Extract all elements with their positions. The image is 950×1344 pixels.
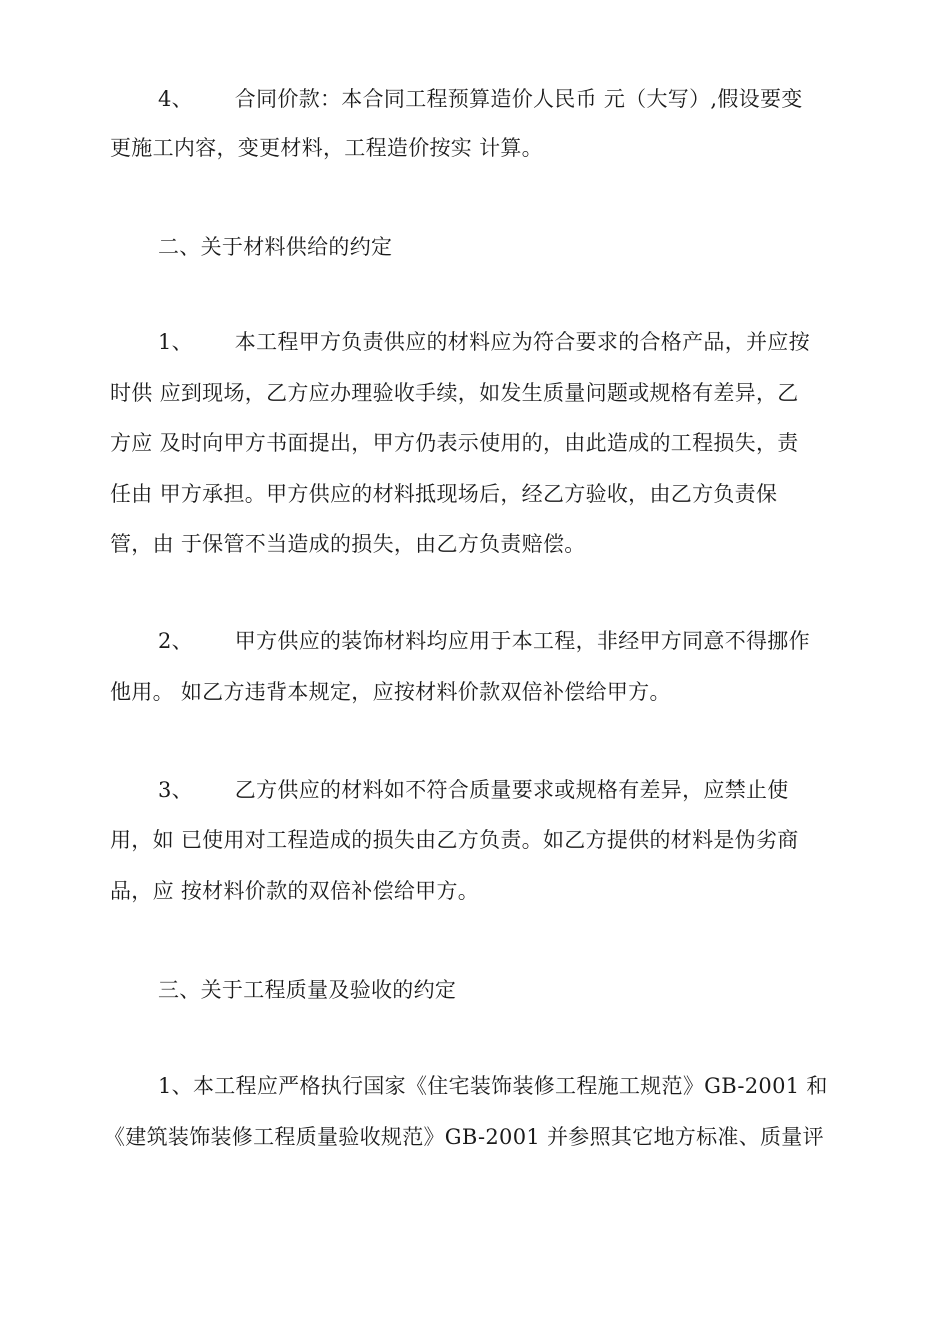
section-2-heading: 二、关于材料供给的约定 <box>158 235 393 259</box>
clause-2-1-line-5: 管，由 于保管不当造成的损失，由乙方负责赔偿。 <box>110 532 586 556</box>
clause-3-1-line-2: 《建筑装饰装修工程质量验收规范》GB-2001 并参照其它地方标准、质量评 <box>104 1125 824 1149</box>
clause-3-1-line-1: 1、本工程应严格执行国家《住宅装饰装修工程施工规范》GB-2001 和 <box>158 1074 828 1098</box>
clause-4-line-2: 更施工内容，变更材料，工程造价按实 计算。 <box>110 136 543 160</box>
clause-2-2-line-2: 他用。 如乙方违背本规定，应按材料价款双倍补偿给甲方。 <box>110 680 671 704</box>
clause-2-1-line-4: 任由 甲方承担。甲方供应的材料抵现场后，经乙方验收，由乙方负责保 <box>110 482 778 506</box>
clause-2-1-line-3: 方应 及时向甲方书面提出，甲方仍表示使用的，由此造成的工程损失，责 <box>110 431 799 455</box>
clause-4-line-1: 4、 合同价款：本合同工程预算造价人民币 元（大写）,假设要变 <box>158 87 803 111</box>
clause-2-2-line-1: 2、 甲方供应的装饰材料均应用于本工程，非经甲方同意不得挪作 <box>158 629 810 653</box>
clause-2-3-line-1: 3、 乙方供应的材料如不符合质量要求或规格有差异，应禁止使 <box>158 778 789 802</box>
clause-2-3-line-3: 品，应 按材料价款的双倍补偿给甲方。 <box>110 879 480 903</box>
section-3-heading: 三、关于工程质量及验收的约定 <box>158 978 457 1002</box>
clause-2-1-line-1: 1、 本工程甲方负责供应的材料应为符合要求的合格产品，并应按 <box>158 330 810 354</box>
clause-2-3-line-2: 用，如 已使用对工程造成的损失由乙方负责。如乙方提供的材料是伪劣商 <box>110 828 799 852</box>
clause-2-1-line-2: 时供 应到现场，乙方应办理验收手续，如发生质量问题或规格有差异，乙 <box>110 381 799 405</box>
